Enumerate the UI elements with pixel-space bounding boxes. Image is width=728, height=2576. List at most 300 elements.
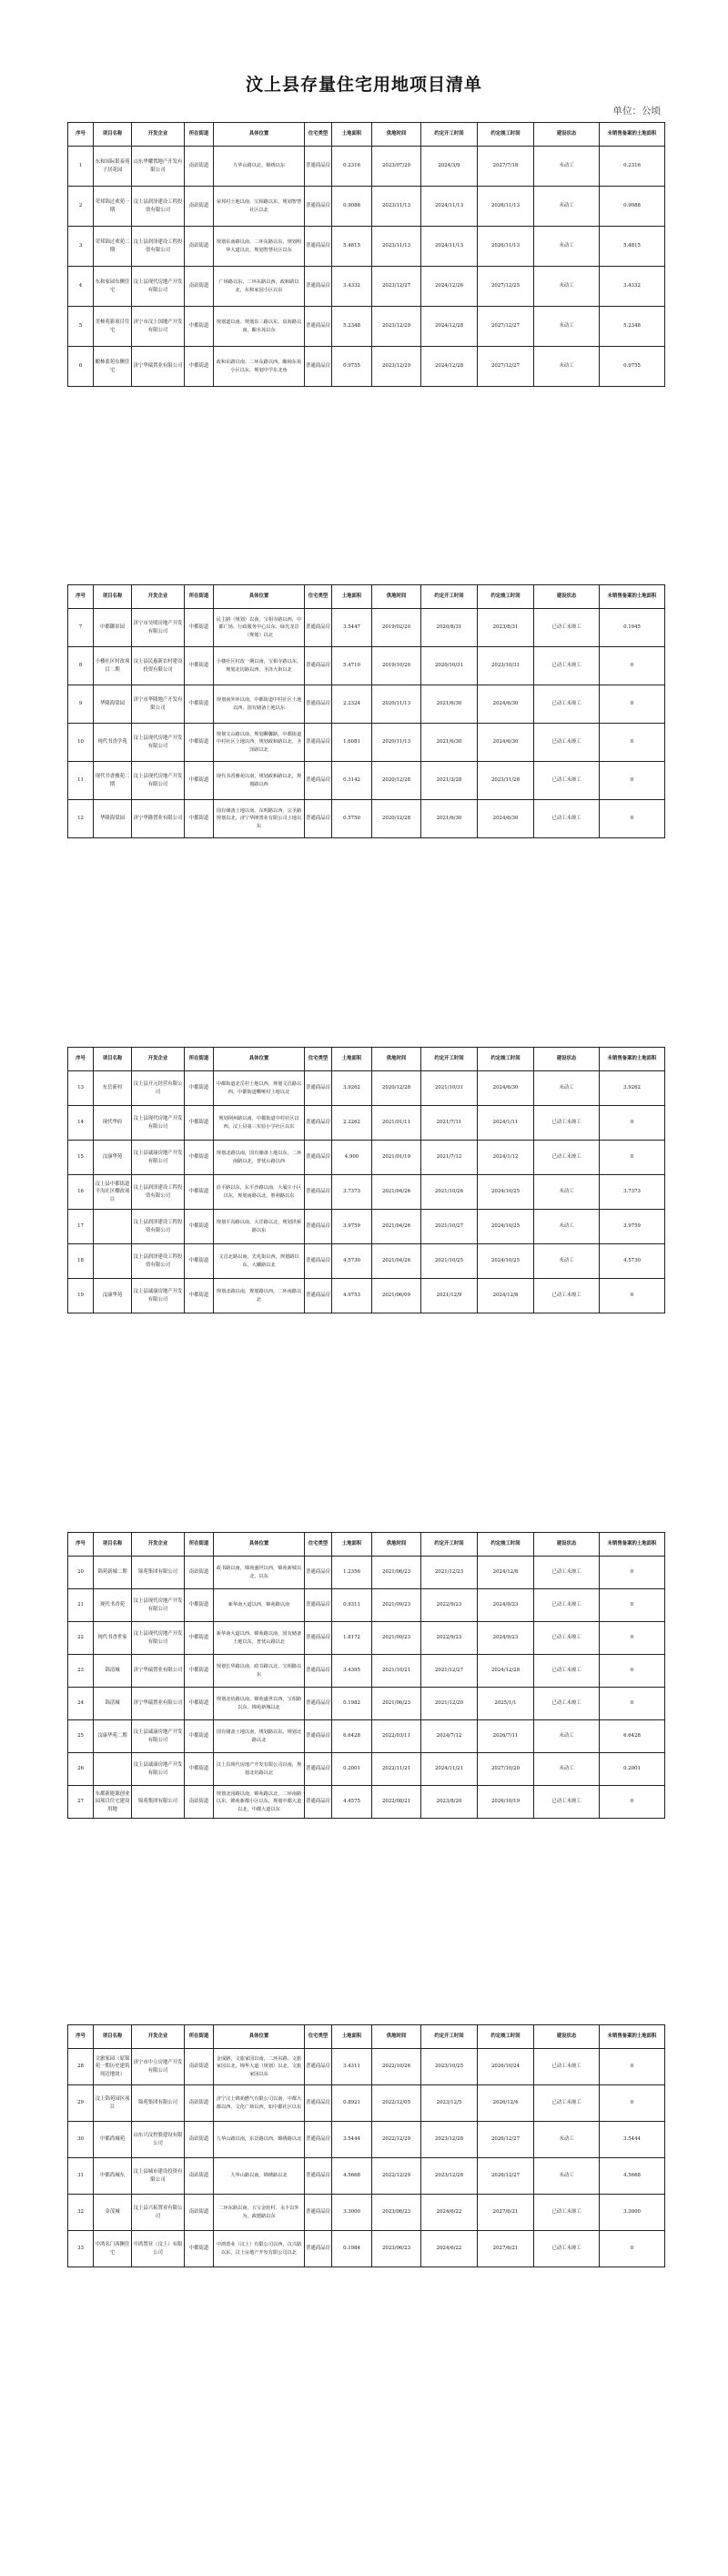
- cell-land-area: 4.5668: [332, 2158, 372, 2195]
- cell-project-name: [94, 1753, 132, 1786]
- cell-completion-date: 2024/6/30: [478, 800, 534, 838]
- cell-completion-date: 2027/12/25: [478, 267, 534, 307]
- cell-start-date: 2024/11/21: [421, 1753, 478, 1786]
- column-header: 具体位置: [214, 1048, 305, 1071]
- cell-unsold-area: 5.4815: [600, 227, 665, 267]
- column-header: 住宅类型: [305, 2025, 332, 2049]
- cell-start-date: 2023/8/20: [421, 1786, 478, 1819]
- cell-housing-type: 普通商品房: [305, 1753, 332, 1786]
- table-row: [68, 1786, 665, 1819]
- column-header: 住宅类型: [305, 1048, 332, 1071]
- column-header: 具体位置: [214, 1533, 305, 1557]
- cell-location: 九华山路以北，锦绣以东: [214, 147, 305, 187]
- cell-serial: 19: [68, 1279, 94, 1313]
- cell-housing-type: 普通商品房: [305, 1720, 332, 1753]
- cell-developer: 汶上县民惠新农村建设投资有限公司: [132, 647, 185, 685]
- cell-project-name: 现代书香世家: [94, 1622, 132, 1655]
- cell-status: 已动工未竣工: [534, 2195, 600, 2231]
- cell-serial: 4: [68, 267, 94, 307]
- cell-housing-type: 普通商品房: [305, 2231, 332, 2267]
- cell-developer: 济宁市汶上国地产开发有限公司: [132, 307, 185, 347]
- cell-serial: 21: [68, 1589, 94, 1622]
- cell-completion-date: 2023/10/31: [478, 647, 534, 685]
- cell-project-name: 华隆海棠园: [94, 685, 132, 724]
- cell-completion-date: 2024/6/30: [478, 724, 534, 762]
- column-header: 住宅类型: [305, 1533, 332, 1557]
- cell-start-date: 2021/3/28: [421, 762, 478, 800]
- cell-serial: 9: [68, 685, 94, 724]
- column-header: 序号: [68, 123, 94, 147]
- cell-location: 新华南大道以西，锦苑路以南: [214, 1589, 305, 1622]
- cell-developer: 山东华耀置地产开发有限公司: [132, 147, 185, 187]
- cell-supply-date: 2022/11/21: [372, 1753, 421, 1786]
- cell-street: 南站街道: [185, 267, 214, 307]
- cell-status: 已动工未竣工: [534, 2085, 600, 2122]
- column-header: 项目名称: [94, 585, 132, 609]
- cell-start-date: 2022/9/23: [421, 1589, 478, 1622]
- column-header: 约定竣工时间: [478, 123, 534, 147]
- cell-land-area: 0.2316: [332, 147, 372, 187]
- cell-serial: 27: [68, 1786, 94, 1819]
- cell-status: 已动工未竣工: [534, 1557, 600, 1589]
- cell-supply-date: 2023/11/13: [372, 187, 421, 227]
- cell-completion-date: 2025/1/1: [478, 1688, 534, 1720]
- cell-status: 已动工未竣工: [534, 1589, 600, 1622]
- table-row: [68, 2049, 665, 2085]
- cell-start-date: 2021/6/30: [421, 685, 478, 724]
- cell-street: 中都街道: [185, 1720, 214, 1753]
- cell-project-name: 中都尚城东: [94, 2158, 132, 2195]
- cell-developer: 汶上县现代房地产开发有限公司: [132, 267, 185, 307]
- cell-location: 金成路，文旅家园以南，二环东路，文旅家园以北，锦华大道（规划）以北，文旅家园以东: [214, 2049, 305, 2085]
- cell-location: 政和东路以南、二环东路以西，酿柿东苑小区以东，规划中学东北角: [214, 347, 305, 387]
- cell-completion-date: 2027/10/20: [478, 1753, 534, 1786]
- cell-status: 未动工: [534, 1210, 600, 1244]
- column-header: 约定竣工时间: [478, 1048, 534, 1071]
- cell-project-name: 锦清城: [94, 1655, 132, 1688]
- cell-project-name: 东岳新村: [94, 1071, 132, 1106]
- cell-serial: 26: [68, 1753, 94, 1786]
- cell-supply-date: 2020/12/28: [372, 762, 421, 800]
- cell-unsold-area: 0: [600, 1655, 665, 1688]
- cell-start-date: 2024/12/28: [421, 307, 478, 347]
- table-row: [68, 609, 665, 647]
- cell-status: 未动工: [534, 147, 600, 187]
- cell-street: 南站街道: [185, 2085, 214, 2122]
- cell-supply-date: 2022/12/05: [372, 2085, 421, 2122]
- cell-completion-date: 2026/10/19: [478, 1786, 534, 1819]
- cell-street: 中都街道: [185, 1688, 214, 1720]
- cell-unsold-area: 0: [600, 685, 665, 724]
- table-row: [68, 1106, 665, 1141]
- cell-status: 已动工未竣工: [534, 1655, 600, 1688]
- cell-serial: 25: [68, 1720, 94, 1753]
- cell-housing-type: 普通商品房: [305, 1688, 332, 1720]
- cell-land-area: 2.2324: [332, 685, 372, 724]
- cell-land-area: 3.9262: [332, 1071, 372, 1106]
- cell-project-name: 汶上县中都街道平沟社区棚改项目: [94, 1175, 132, 1210]
- cell-completion-date: 2026/11/13: [478, 227, 534, 267]
- column-header: 土地面积: [332, 1048, 372, 1071]
- cell-project-name: 现代书香雅苑二期: [94, 762, 132, 800]
- cell-serial: 20: [68, 1557, 94, 1589]
- cell-supply-date: 2022/12/29: [372, 2122, 421, 2158]
- cell-developer: 汶上县城市建设投资有限公司: [132, 2158, 185, 2195]
- cell-land-area: 3.5444: [332, 2122, 372, 2158]
- cell-housing-type: 普通商品房: [305, 2158, 332, 2195]
- cell-serial: 24: [68, 1688, 94, 1720]
- cell-completion-date: 2027/12/27: [478, 347, 534, 387]
- column-header: 项目名称: [94, 1533, 132, 1557]
- table-row: [68, 1655, 665, 1688]
- column-header: 所在街道: [185, 1048, 214, 1071]
- cell-completion-date: 2024/12/8: [478, 1557, 534, 1589]
- cell-housing-type: 普通商品房: [305, 724, 332, 762]
- table-row: [68, 307, 665, 347]
- cell-land-area: 3.4311: [332, 2049, 372, 2085]
- cell-completion-date: 2024/1/12: [478, 1141, 534, 1175]
- table-row: [68, 762, 665, 800]
- cell-street: 南站街道: [185, 227, 214, 267]
- table-page-2: [67, 584, 665, 838]
- cell-street: 南站街道: [185, 147, 214, 187]
- cell-street: 南站街道: [185, 2049, 214, 2085]
- cell-start-date: 2021/7/11: [421, 1106, 478, 1141]
- cell-developer: 汶上县诚康房地产开发有限公司: [132, 1753, 185, 1786]
- cell-unsold-area: 0: [600, 1622, 665, 1655]
- cell-unsold-area: 0: [600, 800, 665, 838]
- cell-land-area: 0.5750: [332, 800, 372, 838]
- cell-project-name: 东和国际银泰苑子居花园: [94, 147, 132, 187]
- column-header: 序号: [68, 1048, 94, 1071]
- cell-status: 未动工: [534, 1720, 600, 1753]
- cell-housing-type: 普通商品房: [305, 1655, 332, 1688]
- cell-start-date: 2023/10/25: [421, 2049, 478, 2085]
- cell-location: 文昌北路以南，先兆街以西，规划路以东，大曦路以北: [214, 1244, 305, 1279]
- cell-status: 未动工: [534, 1244, 600, 1279]
- cell-street: 南站街道: [185, 2158, 214, 2195]
- cell-land-area: 4.900: [332, 1141, 372, 1175]
- header-row: [68, 1533, 665, 1557]
- cell-street: 中都街道: [185, 1655, 214, 1688]
- cell-serial: 11: [68, 762, 94, 800]
- cell-location: 政书路以南，锦苑盛世以西，锦苑新城以北，以东: [214, 1557, 305, 1589]
- column-header: 所在街道: [185, 1533, 214, 1557]
- cell-project-name: [94, 1210, 132, 1244]
- cell-housing-type: 普通商品房: [305, 187, 332, 227]
- table-row: [68, 1071, 665, 1106]
- cell-status: 已动工未竣工: [534, 1688, 600, 1720]
- cell-supply-date: 2023/06/23: [372, 2231, 421, 2267]
- cell-supply-date: 2020/12/28: [372, 1071, 421, 1106]
- table-row: [68, 1141, 665, 1175]
- table-row: [68, 1753, 665, 1786]
- cell-status: 已动工未竣工: [534, 2049, 600, 2085]
- cell-completion-date: 2024/6/30: [478, 1071, 534, 1106]
- cell-status: 未动工: [534, 1753, 600, 1786]
- cell-status: 已动工未竣工: [534, 724, 600, 762]
- cell-street: 中都街道: [185, 1279, 214, 1313]
- cell-location: 民主路（规划）以南，宝相寺路以西，中都广场、行政服务中心以东、绿光龙景（规划）以北: [214, 609, 305, 647]
- cell-supply-date: 2021/01/19: [372, 1141, 421, 1175]
- cell-developer: 汶上县润泽建设工程投资有限公司: [132, 1175, 185, 1210]
- cell-start-date: 2020/8/31: [421, 609, 478, 647]
- cell-street: 中都街道: [185, 1106, 214, 1141]
- cell-developer: 济宁华隆置业有限公司: [132, 800, 185, 838]
- column-header: 未销售备案的土地面积: [600, 585, 665, 609]
- cell-location: 规划北园路以南，锦苑路以北，二环南路以东，锦苑新都小区以东，规划中都大道以北，中都大道以东: [214, 1786, 305, 1819]
- column-header: 项目名称: [94, 123, 132, 147]
- column-header: 开发企业: [132, 123, 185, 147]
- header-row: [68, 585, 665, 609]
- cell-developer: 济宁华瑞置业有限公司: [132, 347, 185, 387]
- cell-completion-date: 2023/8/31: [478, 609, 534, 647]
- cell-completion-date: 2026/12/4: [478, 2085, 534, 2122]
- cell-developer: 汶上县诚康房地产开发有限公司: [132, 1720, 185, 1753]
- unit-label: 单位：公顷: [612, 106, 661, 117]
- column-header: 土地面积: [332, 585, 372, 609]
- cell-location: 广场路以东、二环东路以西，政和路以北，东和家园小区以东: [214, 267, 305, 307]
- cell-location: 规划道以南、规划东三路以东，泉海路以南，酿水苑以东: [214, 307, 305, 347]
- cell-street: 中都街道: [185, 800, 214, 838]
- cell-unsold-area: 0: [600, 1141, 665, 1175]
- cell-location: 小楼社区村改一期以南，宝相寺路以东，规划北坊路以西，圣泽大街以北: [214, 647, 305, 685]
- cell-land-area: 0.9088: [332, 187, 372, 227]
- cell-unsold-area: 0: [600, 2085, 665, 2122]
- cell-serial: 30: [68, 2122, 94, 2158]
- cell-status: 已动工未竣工: [534, 685, 600, 724]
- cell-serial: 14: [68, 1106, 94, 1141]
- cell-street: 中都街道: [185, 685, 214, 724]
- table-row: [68, 187, 665, 227]
- cell-street: 中都街道: [185, 762, 214, 800]
- cell-project-name: 东和家园东侧住宅: [94, 267, 132, 307]
- cell-housing-type: 普通商品房: [305, 2195, 332, 2231]
- cell-supply-date: 2021/06/23: [372, 1557, 421, 1589]
- cell-street: 南站街道: [185, 2195, 214, 2231]
- column-header: 开发企业: [132, 1048, 185, 1071]
- cell-developer: 济宁华瑞置业有限公司: [132, 1655, 185, 1688]
- cell-supply-date: 2023/06/23: [372, 2195, 421, 2231]
- cell-unsold-area: 4.5730: [600, 1244, 665, 1279]
- cell-project-name: 汶上锦苑园区项目: [94, 2085, 132, 2122]
- cell-unsold-area: 0.1945: [600, 609, 665, 647]
- cell-supply-date: 2022/08/21: [372, 1786, 421, 1819]
- cell-project-name: 酿柿蓝苑东侧住宅: [94, 347, 132, 387]
- cell-location: 沿平路以东，东平沙路以南，大厦庄小区以东，规划南路以北，胜利路以东: [214, 1175, 305, 1210]
- cell-status: 已动工未竣工: [534, 1141, 600, 1175]
- column-header: 土地面积: [332, 1533, 372, 1557]
- cell-developer: 济宁华瑞置业有限公司: [132, 1688, 185, 1720]
- cell-serial: 12: [68, 800, 94, 838]
- cell-unsold-area: 3.5444: [600, 2122, 665, 2158]
- column-header: 开发企业: [132, 2025, 185, 2049]
- cell-unsold-area: 0: [600, 2231, 665, 2267]
- cell-start-date: 2024/7/12: [421, 1720, 478, 1753]
- cell-status: 已动工未竣工: [534, 1622, 600, 1655]
- cell-project-name: 汶康华苑: [94, 1141, 132, 1175]
- cell-completion-date: 2026/11/13: [478, 187, 534, 227]
- cell-housing-type: 普通商品房: [305, 1106, 332, 1141]
- column-header: 开发企业: [132, 585, 185, 609]
- cell-housing-type: 普通商品房: [305, 685, 332, 724]
- cell-developer: 济宁市中立房地产开发有限公司: [132, 2049, 185, 2085]
- cell-unsold-area: 0: [600, 1106, 665, 1141]
- cell-unsold-area: 4.5668: [600, 2158, 665, 2195]
- cell-supply-date: 2020/12/28: [372, 800, 421, 838]
- cell-street: 中都街道: [185, 1244, 214, 1279]
- cell-completion-date: 2027/7/18: [478, 147, 534, 187]
- cell-housing-type: 普通商品房: [305, 1071, 332, 1106]
- cell-start-date: 2021/12/20: [421, 1688, 478, 1720]
- cell-start-date: 2024/6/22: [421, 2195, 478, 2231]
- cell-housing-type: 普通商品房: [305, 227, 332, 267]
- cell-start-date: 2022/9/23: [421, 1622, 478, 1655]
- column-header: 建设状态: [534, 1048, 600, 1071]
- cell-developer: 汶上县诚康房地产开发有限公司: [132, 1141, 185, 1175]
- column-header: 约定竣工时间: [478, 1533, 534, 1557]
- cell-unsold-area: 0.2316: [600, 147, 665, 187]
- cell-supply-date: 2021/06/23: [372, 1688, 421, 1720]
- cell-supply-date: 2019/10/20: [372, 647, 421, 685]
- cell-supply-date: 2021/09/23: [372, 1589, 421, 1622]
- cell-project-name: [94, 1244, 132, 1279]
- cell-housing-type: 普通商品房: [305, 267, 332, 307]
- cell-serial: 6: [68, 347, 94, 387]
- column-header: 未销售备案的土地面积: [600, 123, 665, 147]
- column-header: 供地时间: [372, 585, 421, 609]
- cell-street: 中都街道: [185, 1141, 214, 1175]
- cell-start-date: 2023/12/5: [421, 2085, 478, 2122]
- column-header: 土地面积: [332, 123, 372, 147]
- cell-unsold-area: 3.9759: [600, 1210, 665, 1244]
- cell-start-date: 2020/10/31: [421, 647, 478, 685]
- cell-land-area: 4.4575: [332, 1786, 372, 1819]
- cell-completion-date: 2026/12/27: [478, 2122, 534, 2158]
- cell-completion-date: 2026/10/24: [478, 2049, 534, 2085]
- cell-location: 规划东南路以南、二环东路以东，规划明华大道以北，规划智慧社区以东: [214, 227, 305, 267]
- table-row: [68, 1557, 665, 1589]
- cell-developer: 汶上县兴拓置业有限公司: [132, 2195, 185, 2231]
- cell-status: 已动工未竣工: [534, 1786, 600, 1819]
- cell-housing-type: 普通商品房: [305, 347, 332, 387]
- cell-status: 未动工: [534, 2158, 600, 2195]
- cell-developer: 汶上县现代房地产开发有限公司: [132, 1589, 185, 1622]
- cell-serial: 22: [68, 1622, 94, 1655]
- table-row: [68, 724, 665, 762]
- cell-developer: 汶上县润泽建设工程投资有限公司: [132, 227, 185, 267]
- cell-housing-type: 普通商品房: [305, 1589, 332, 1622]
- cell-land-area: 3.9759: [332, 1210, 372, 1244]
- cell-location: 规划北路以南，国有储备土地以东，二环南路以北，普忧山路以西: [214, 1141, 305, 1175]
- cell-location: 规划北坊路以南，锦苑盛世以西，宝相路以东，锦苑新城以北: [214, 1688, 305, 1720]
- cell-land-area: 1.8172: [332, 1622, 372, 1655]
- cell-serial: 29: [68, 2085, 94, 2122]
- cell-supply-date: 2023/12/27: [372, 267, 421, 307]
- cell-unsold-area: 0: [600, 2049, 665, 2085]
- cell-supply-date: 2021/10/21: [372, 1655, 421, 1688]
- column-header: 建设状态: [534, 123, 600, 147]
- table-row: [68, 1688, 665, 1720]
- column-header: 未销售备案的土地面积: [600, 2025, 665, 2049]
- column-header: 序号: [68, 1533, 94, 1557]
- cell-completion-date: 2027/6/21: [478, 2195, 534, 2231]
- cell-start-date: 2021/10/25: [421, 1244, 478, 1279]
- cell-status: 未动工: [534, 2122, 600, 2158]
- cell-location: 二环东路以南，五宝金轮村，永丰以外为，政德路以东: [214, 2195, 305, 2231]
- column-header: 住宅类型: [305, 585, 332, 609]
- cell-status: 未动工: [534, 267, 600, 307]
- cell-project-name: 锦苑新城二期: [94, 1557, 132, 1589]
- column-header: 建设状态: [534, 2025, 600, 2049]
- cell-land-area: 0.1984: [332, 2231, 372, 2267]
- cell-unsold-area: 0: [600, 647, 665, 685]
- cell-unsold-area: 3.9262: [600, 1071, 665, 1106]
- cell-supply-date: 2023/11/13: [372, 227, 421, 267]
- cell-project-name: 现代书香学苑: [94, 724, 132, 762]
- cell-serial: 17: [68, 1210, 94, 1244]
- column-header: 约定竣工时间: [478, 585, 534, 609]
- column-header: 具体位置: [214, 585, 305, 609]
- table-page-1: [67, 122, 665, 387]
- cell-land-area: 0.1982: [332, 1688, 372, 1720]
- table-row: [68, 347, 665, 387]
- column-header: 未销售备案的土地面积: [600, 1533, 665, 1557]
- cell-developer: 汶上县现代房地产开发有限公司: [132, 724, 185, 762]
- cell-developer: 汶上县现代房地产开发有限公司: [132, 762, 185, 800]
- cell-location: 中都街道北岳村土地以西，规划文昌路以西，中都街道嘶哑村土地以北: [214, 1071, 305, 1106]
- cell-project-name: 现代华府: [94, 1106, 132, 1141]
- cell-project-name: 金茂城: [94, 2195, 132, 2231]
- cell-project-name: 锦清城: [94, 1688, 132, 1720]
- cell-street: 中都街道: [185, 724, 214, 762]
- cell-street: 中都街道: [185, 1753, 214, 1786]
- cell-developer: 汶上县润泽建设工程投资有限公司: [132, 1244, 185, 1279]
- cell-project-name: 中都御景园: [94, 609, 132, 647]
- cell-unsold-area: 3.7373: [600, 1175, 665, 1210]
- table-row: [68, 2231, 665, 2267]
- cell-developer: 锦苑集团有限公司: [132, 1786, 185, 1819]
- cell-completion-date: 2024/1/11: [478, 1106, 534, 1141]
- cell-status: 已动工未竣工: [534, 800, 600, 838]
- cell-housing-type: 普通商品房: [305, 147, 332, 187]
- cell-housing-type: 普通商品房: [305, 609, 332, 647]
- cell-completion-date: 2024/12/28: [478, 1655, 534, 1688]
- table-row: [68, 2158, 665, 2195]
- cell-status: 未动工: [534, 227, 600, 267]
- cell-completion-date: 2024/10/25: [478, 1175, 534, 1210]
- column-header: 约定开工时间: [421, 1048, 478, 1071]
- cell-street: 中都街道: [185, 2231, 214, 2267]
- cell-status: 已动工未竣工: [534, 2231, 600, 2267]
- cell-start-date: 2021/7/12: [421, 1141, 478, 1175]
- cell-supply-date: 2021/01/11: [372, 1106, 421, 1141]
- cell-housing-type: 普通商品房: [305, 2122, 332, 2158]
- cell-street: 中都街道: [185, 1622, 214, 1655]
- cell-housing-type: 普通商品房: [305, 2085, 332, 2122]
- cell-supply-date: 2021/04/26: [372, 1210, 421, 1244]
- table-row: [68, 1622, 665, 1655]
- cell-project-name: 中都尚城苑: [94, 2122, 132, 2158]
- cell-land-area: 3.7373: [332, 1175, 372, 1210]
- table-row: [68, 2195, 665, 2231]
- cell-street: 南站街道: [185, 2122, 214, 2158]
- cell-street: 中都街道: [185, 1210, 214, 1244]
- cell-serial: 13: [68, 1071, 94, 1106]
- cell-project-name: 荣邦锦过欢苑二期: [94, 227, 132, 267]
- cell-start-date: 2021/6/30: [421, 800, 478, 838]
- cell-housing-type: 普通商品房: [305, 1557, 332, 1589]
